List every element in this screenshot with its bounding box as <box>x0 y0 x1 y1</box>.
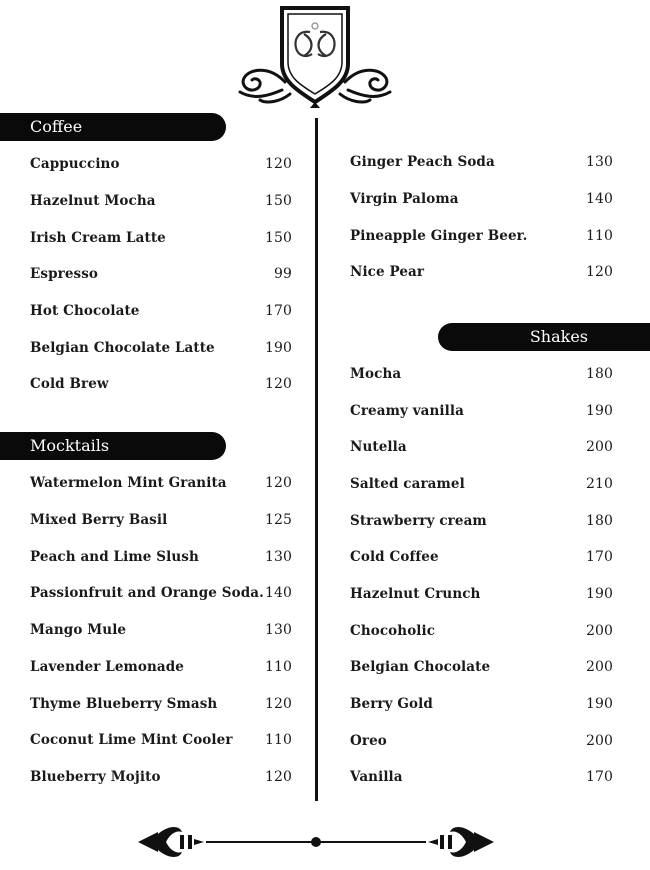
item-name: Belgian Chocolate Latte <box>30 340 215 356</box>
item-price: 200 <box>585 439 613 455</box>
item-price: 120 <box>264 475 292 491</box>
item-name: Mocha <box>350 366 402 382</box>
item-price: 120 <box>264 696 292 712</box>
item-name: Lavender Lemonade <box>30 659 184 675</box>
item-price: 120 <box>264 376 292 392</box>
item-name: Espresso <box>30 266 99 282</box>
menu-item <box>30 620 292 640</box>
menu-item <box>30 228 292 248</box>
item-name: Pineapple Ginger Beer. <box>350 228 528 244</box>
item-price: 170 <box>585 549 613 565</box>
item-price: 110 <box>264 659 292 675</box>
menu-item <box>350 584 613 604</box>
item-price: 120 <box>264 769 292 785</box>
item-name: Irish Cream Latte <box>30 230 166 246</box>
item-price: 190 <box>585 403 613 419</box>
item-name: Cold Brew <box>30 376 109 392</box>
menu-item <box>350 694 613 714</box>
item-name: Chocoholic <box>350 623 436 639</box>
menu-item <box>30 767 292 787</box>
item-name: Oreo <box>350 733 387 749</box>
menu-item <box>30 583 292 603</box>
menu-item <box>30 510 292 530</box>
item-name: Nutella <box>350 439 407 455</box>
item-price: 190 <box>264 340 292 356</box>
item-price: 150 <box>264 230 292 246</box>
item-price: 200 <box>585 733 613 749</box>
item-price: 210 <box>585 476 613 492</box>
item-name: Strawberry cream <box>350 513 487 529</box>
crest-logo-icon <box>230 4 400 108</box>
menu-item <box>30 154 292 174</box>
menu-item <box>30 301 292 321</box>
menu-item <box>350 189 613 209</box>
section-header-coffee: Coffee <box>0 113 226 141</box>
item-name: Hazelnut Mocha <box>30 193 156 209</box>
menu-item <box>30 730 292 750</box>
item-name: Blueberry Mojito <box>30 769 161 785</box>
item-name: Belgian Chocolate <box>350 659 491 675</box>
item-name: Passionfruit and Orange Soda. <box>30 585 264 601</box>
item-name: Hot Chocolate <box>30 303 140 319</box>
item-name: Thyme Blueberry Smash <box>30 696 218 712</box>
item-price: 150 <box>264 193 292 209</box>
menu-item <box>30 657 292 677</box>
item-name: Watermelon Mint Granita <box>30 475 227 491</box>
item-name: Mixed Berry Basil <box>30 512 168 528</box>
menu-item <box>350 226 613 246</box>
menu-item <box>350 767 613 787</box>
menu-item <box>30 694 292 714</box>
fleur-de-lis-divider-icon <box>136 822 496 862</box>
item-price: 130 <box>264 622 292 638</box>
item-price: 99 <box>273 266 292 282</box>
item-name: Peach and Lime Slush <box>30 549 199 565</box>
item-price: 120 <box>585 264 613 280</box>
item-name: Hazelnut Crunch <box>350 586 481 602</box>
menu-item <box>350 621 613 641</box>
item-price: 180 <box>585 513 613 529</box>
item-name: Coconut Lime Mint Cooler <box>30 732 233 748</box>
item-price: 125 <box>264 512 292 528</box>
menu-item <box>350 262 613 282</box>
menu-item <box>30 473 292 493</box>
item-name: Creamy vanilla <box>350 403 464 419</box>
item-price: 180 <box>585 366 613 382</box>
item-name: Salted caramel <box>350 476 465 492</box>
menu-item <box>30 338 292 358</box>
menu-item <box>30 547 292 567</box>
menu-item <box>350 474 613 494</box>
menu-item <box>30 264 292 284</box>
item-price: 130 <box>585 154 613 170</box>
section-header-shakes: Shakes <box>438 323 650 351</box>
item-price: 200 <box>585 659 613 675</box>
item-name: Cold Coffee <box>350 549 439 565</box>
menu-item <box>350 152 613 172</box>
item-price: 170 <box>585 769 613 785</box>
item-price: 190 <box>585 696 613 712</box>
item-price: 110 <box>264 732 292 748</box>
column-divider <box>315 118 318 801</box>
item-price: 120 <box>264 156 292 172</box>
item-name: Ginger Peach Soda <box>350 154 495 170</box>
menu-item <box>350 364 613 384</box>
item-name: Vanilla <box>350 769 403 785</box>
menu-item <box>350 657 613 677</box>
menu-item <box>350 547 613 567</box>
menu-item <box>30 191 292 211</box>
item-name: Mango Mule <box>30 622 127 638</box>
item-name: Nice Pear <box>350 264 425 280</box>
item-name: Cappuccino <box>30 156 120 172</box>
section-header-mocktails: Mocktails <box>0 432 226 460</box>
item-price: 190 <box>585 586 613 602</box>
item-price: 110 <box>585 228 613 244</box>
menu-item <box>350 731 613 751</box>
item-price: 140 <box>585 191 613 207</box>
menu-item <box>30 374 292 394</box>
item-price: 170 <box>264 303 292 319</box>
item-price: 200 <box>585 623 613 639</box>
item-name: Berry Gold <box>350 696 433 712</box>
item-price: 140 <box>264 585 292 601</box>
item-name: Virgin Paloma <box>350 191 459 207</box>
item-price: 130 <box>264 549 292 565</box>
menu-item <box>350 511 613 531</box>
menu-item <box>350 401 613 421</box>
menu-item <box>350 437 613 457</box>
